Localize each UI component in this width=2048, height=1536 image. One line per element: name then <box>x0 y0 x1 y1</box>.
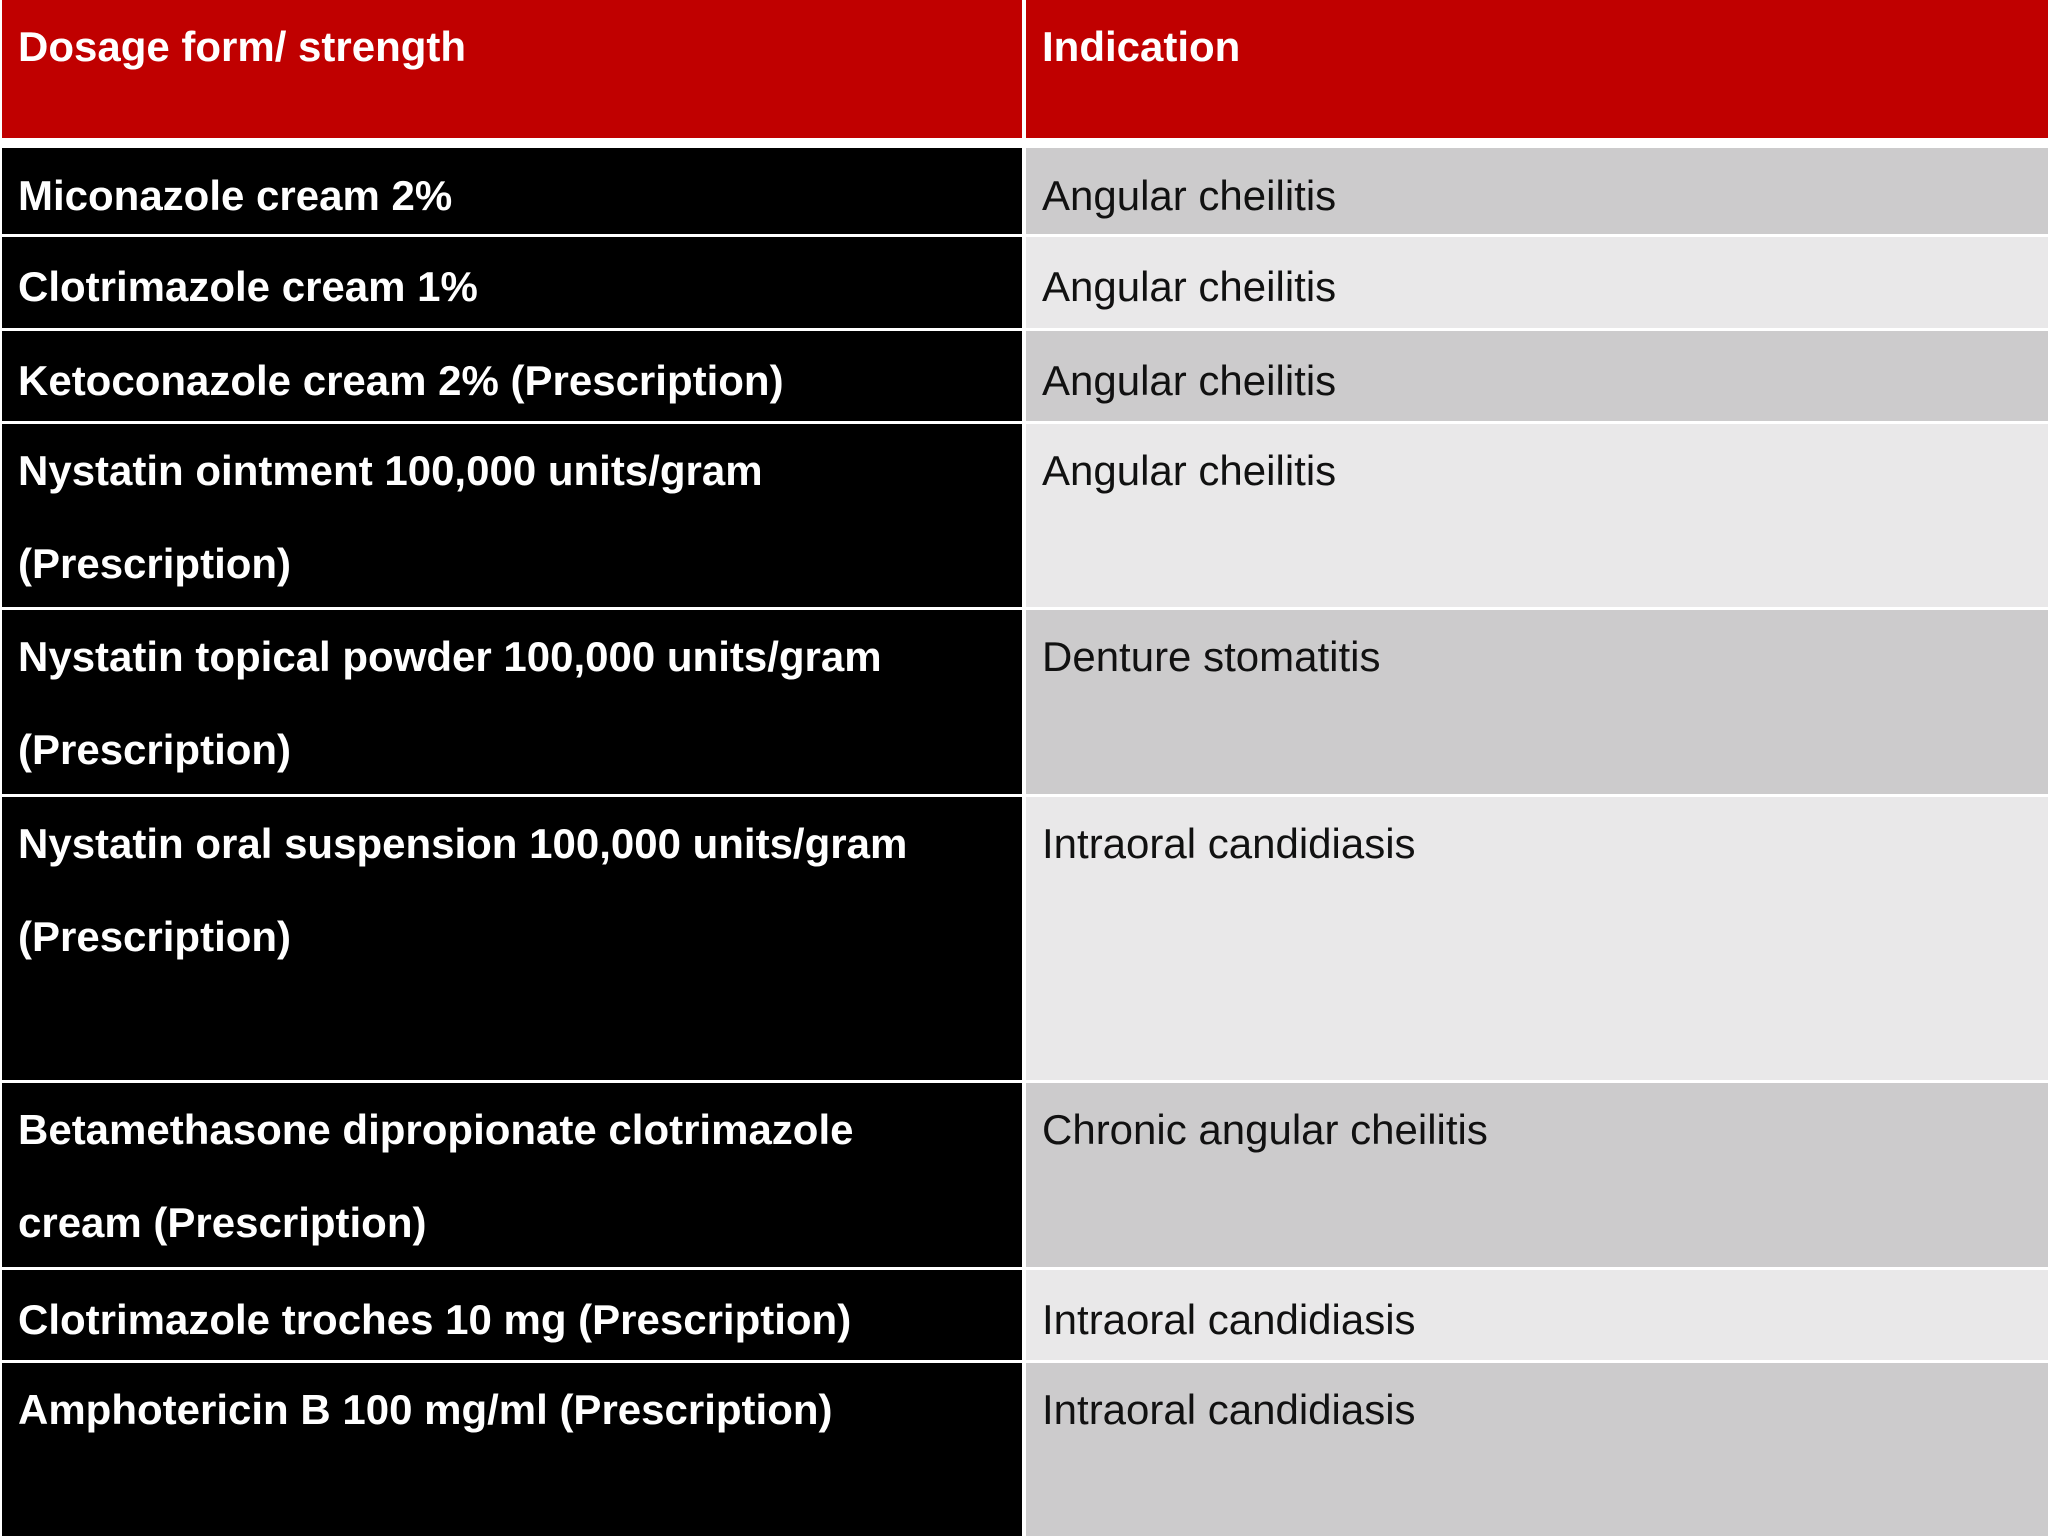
table-row <box>0 797 2048 1080</box>
dosage-cell <box>2 237 1022 328</box>
dosage-cell <box>2 610 1022 794</box>
dosage-cell <box>2 1270 1022 1360</box>
dosage-cell <box>2 148 1022 234</box>
header-dosage: Dosage form/ strength <box>2 0 1022 138</box>
dosage-cell <box>2 424 1022 607</box>
dosage-line: (Prescription) <box>18 913 292 960</box>
indication-cell: Intraoral candidiasis <box>1026 1363 2048 1536</box>
dosage-line: Nystatin ointment 100,000 units/gram <box>18 447 763 494</box>
indication-cell: Angular cheilitis <box>1026 424 2048 607</box>
indication-cell: Chronic angular cheilitis <box>1026 1083 2048 1267</box>
dosage-line: Clotrimazole cream 1% <box>18 263 478 310</box>
dosage-cell <box>2 1363 1022 1536</box>
table-header-row <box>0 0 2048 138</box>
indication-cell: Denture stomatitis <box>1026 610 2048 794</box>
indication-cell: Angular cheilitis <box>1026 148 2048 234</box>
dosage-cell <box>2 1083 1022 1267</box>
dosage-cell <box>2 797 1022 1080</box>
indication-cell: Intraoral candidiasis <box>1026 1270 2048 1360</box>
dosage-line: (Prescription) <box>18 540 292 587</box>
dosage-line: Clotrimazole troches 10 mg (Prescription) <box>18 1296 852 1343</box>
indication-cell: Angular cheilitis <box>1026 237 2048 328</box>
dosage-line: Nystatin oral suspension 100,000 units/gram <box>18 820 908 867</box>
dosage-cell <box>2 331 1022 421</box>
dosage-line: Betamethasone dipropionate clotrimazole <box>18 1106 854 1153</box>
dosage-line: (Prescription) <box>18 726 292 773</box>
table-row <box>0 1363 2048 1536</box>
table-row <box>0 610 2048 794</box>
table-row <box>0 1270 2048 1360</box>
dosage-line: Amphotericin B 100 mg/ml (Prescription) <box>18 1386 833 1433</box>
dosage-line: Miconazole cream 2% <box>18 172 453 219</box>
table-row <box>0 148 2048 234</box>
dosage-line: cream (Prescription) <box>18 1199 427 1246</box>
table-row <box>0 1083 2048 1267</box>
dosage-line: Nystatin topical powder 100,000 units/gram <box>18 633 882 680</box>
header-indication: Indication <box>1026 0 2048 138</box>
dosage-line: Ketoconazole cream 2% (Prescription) <box>18 357 784 404</box>
table-row <box>0 331 2048 421</box>
table-row <box>0 237 2048 328</box>
indication-cell: Angular cheilitis <box>1026 331 2048 421</box>
indication-cell: Intraoral candidiasis <box>1026 797 2048 1080</box>
table-row <box>0 424 2048 607</box>
